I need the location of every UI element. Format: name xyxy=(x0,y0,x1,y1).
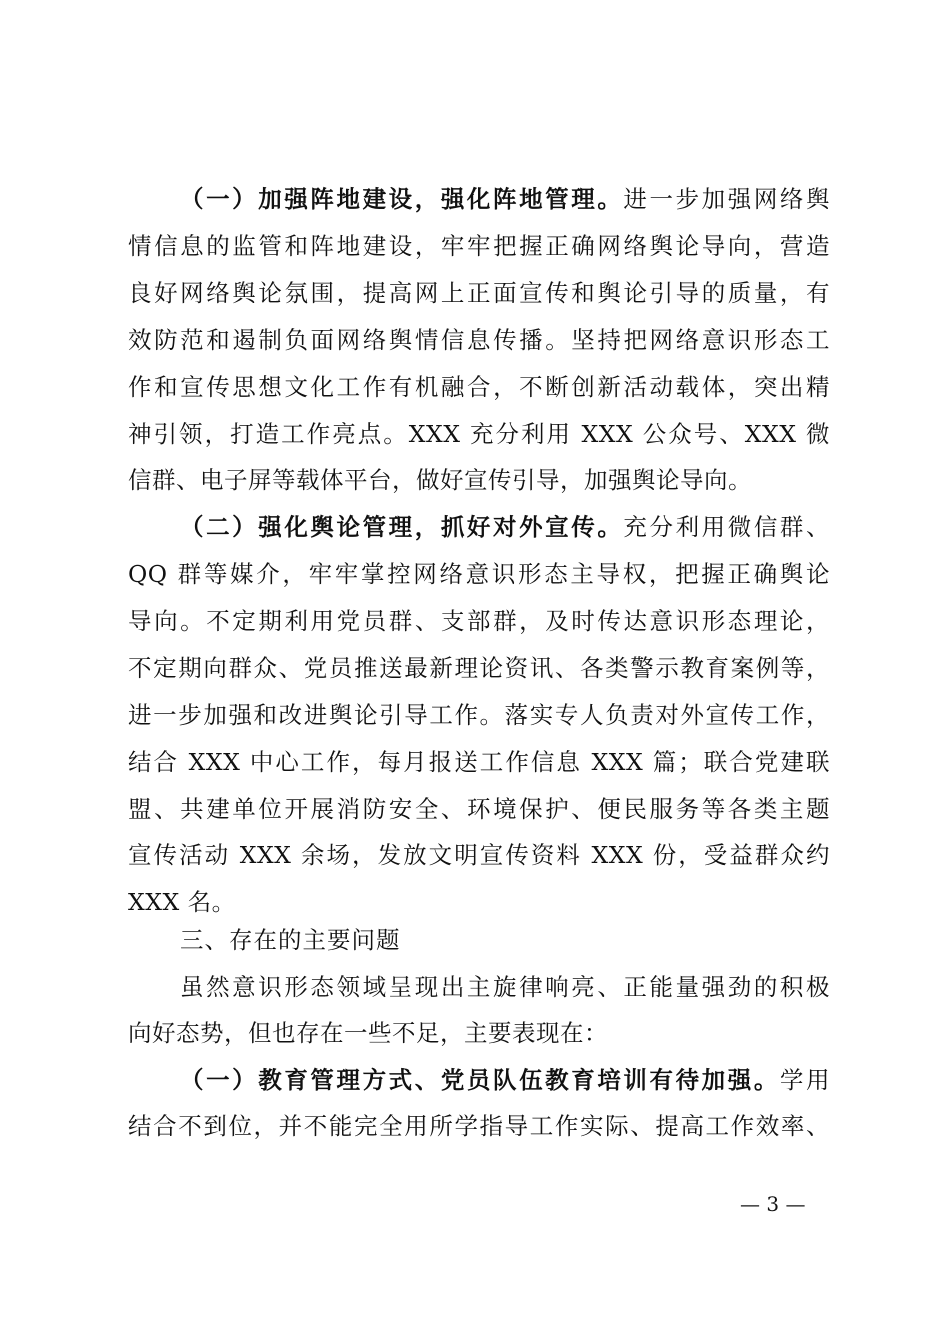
subsection-title: （一）教育管理方式、党员队伍教育培训有待加强。 xyxy=(180,1066,780,1094)
paragraph-line xyxy=(180,511,830,543)
subsection-title: （二）强化舆论管理，抓好对外宣传。 xyxy=(180,513,624,541)
subsection-title: （一）加强阵地建设，强化阵地管理。 xyxy=(180,185,624,213)
paragraph-line: 宣传活动 XXX 余场，发放文明宣传资料 XXX 份，受益群众约 xyxy=(128,841,830,869)
paragraph-line: 作和宣传思想文化工作有机融合，不断创新活动载体，突出精 xyxy=(128,373,830,401)
paragraph-text: 学用 xyxy=(779,1066,831,1094)
paragraph-line: 结合 XXX 中心工作，每月报送工作信息 XXX 篇；联合党建联 xyxy=(128,748,830,776)
paragraph-line: QQ 群等媒介，牢牢掌控网络意识形态主导权，把握正确舆论 xyxy=(128,560,830,588)
paragraph-line: 不定期向群众、党员推送最新理论资讯、各类警示教育案例等， xyxy=(128,654,830,682)
paragraph-line: 效防范和遏制负面网络舆情信息传播。坚持把网络意识形态工 xyxy=(128,326,830,354)
paragraph-line: 信群、电子屏等载体平台，做好宣传引导，加强舆论导向。 xyxy=(128,466,752,494)
paragraph-line: 向好态势，但也存在一些不足，主要表现在： xyxy=(128,1019,608,1047)
paragraph-line xyxy=(180,183,830,215)
paragraph-line xyxy=(180,1064,830,1096)
section-heading: 三、存在的主要问题 xyxy=(180,926,401,954)
paragraph-text: 充分利用微信群、 xyxy=(623,513,831,541)
paragraph-line: 良好网络舆论氛围，提高网上正面宣传和舆论引导的质量，有 xyxy=(128,279,830,307)
paragraph-line: 结合不到位，并不能完全用所学指导工作实际、提高工作效率、 xyxy=(128,1112,830,1140)
paragraph-line: 虽然意识形态领域呈现出主旋律响亮、正能量强劲的积极 xyxy=(180,973,830,1001)
paragraph-line: 导向。不定期利用党员群、支部群，及时传达意识形态理论， xyxy=(128,607,830,635)
paragraph-line: 情信息的监管和阵地建设，牢牢把握正确网络舆论导向，营造 xyxy=(128,232,830,260)
paragraph-line: 盟、共建单位开展消防安全、环境保护、便民服务等各类主题 xyxy=(128,795,830,823)
paragraph-text: 进一步加强网络舆 xyxy=(623,185,831,213)
paragraph-line: 进一步加强和改进舆论引导工作。落实专人负责对外宣传工作， xyxy=(128,701,830,729)
page-number: — 3 — xyxy=(740,1192,806,1216)
paragraph-line: 神引领，打造工作亮点。XXX 充分利用 XXX 公众号、XXX 微 xyxy=(128,420,830,448)
paragraph-line: XXX 名。 xyxy=(128,888,236,916)
